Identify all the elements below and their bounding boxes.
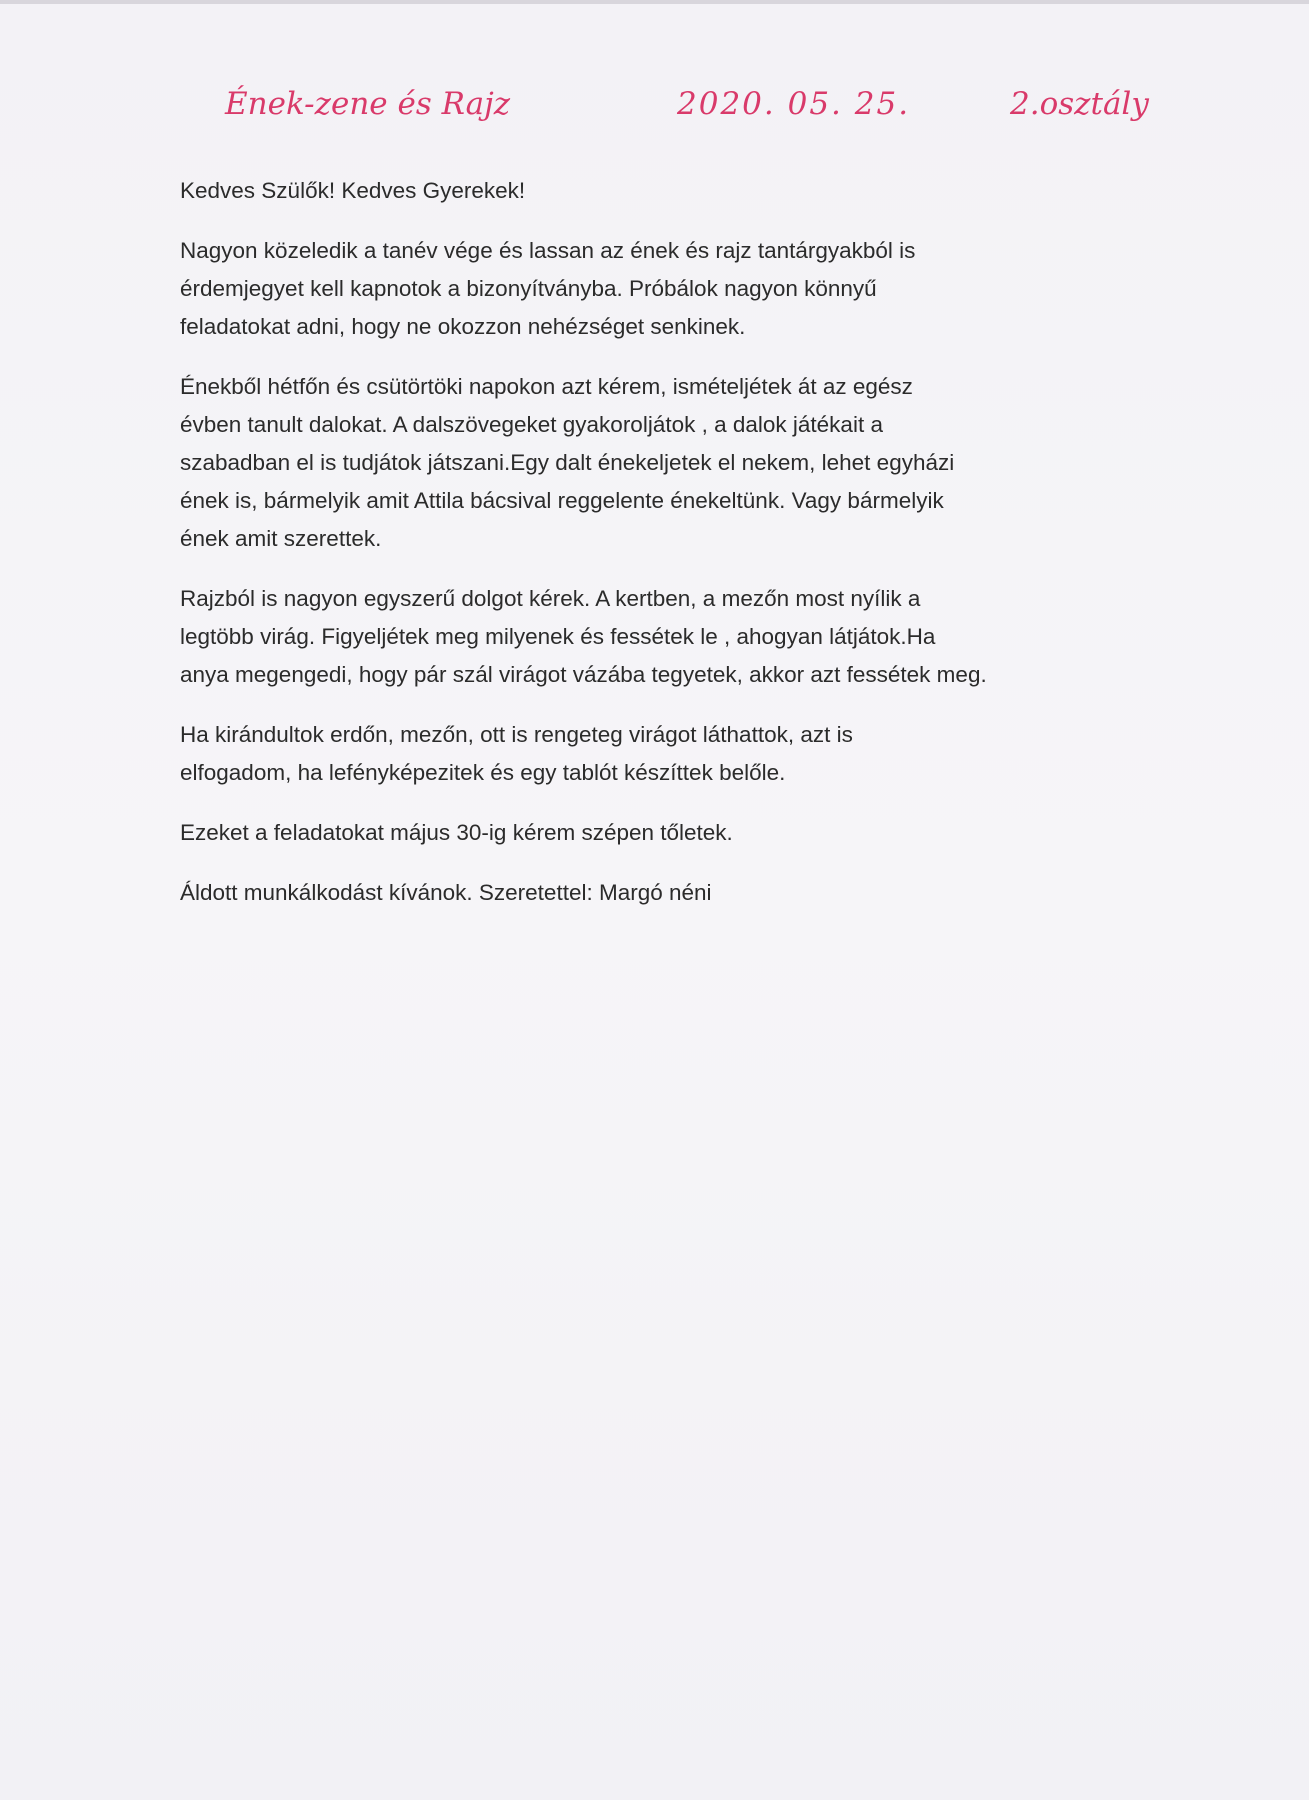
text-line: ének amit szerettek. bbox=[180, 526, 382, 551]
text-line: Áldott munkálkodást kívánok. Szeretettel: Margó néni bbox=[180, 880, 712, 905]
text-line: Nagyon közeledik a tanév vége és lassan az ének és rajz tantárgyakból is bbox=[180, 238, 916, 263]
paragraph-music bbox=[180, 368, 1180, 558]
letter-body bbox=[180, 172, 1180, 934]
text-line: anya megengedi, hogy pár szál virágot vázába tegyetek, akkor azt fessétek meg. bbox=[180, 662, 987, 687]
text-line: Rajzból is nagyon egyszerű dolgot kérek. A kertben, a mezőn most nyílik a bbox=[180, 586, 921, 611]
text-line: ének is, bármelyik amit Attila bácsival reggelente énekeltünk. Vagy bármelyik bbox=[180, 488, 944, 513]
text-line: Ezeket a feladatokat május 30-ig kérem szépen tőletek. bbox=[180, 820, 733, 845]
header-class: 2.osztály bbox=[1010, 86, 1149, 122]
header-subject: Ének-zene és Rajz bbox=[225, 86, 511, 122]
paragraph-drawing bbox=[180, 580, 1180, 694]
handwritten-header bbox=[225, 78, 1205, 148]
paragraph-grades bbox=[180, 232, 1180, 346]
text-line: szabadban el is tudjátok játszani.Egy dalt énekeljetek el nekem, lehet egyházi bbox=[180, 450, 955, 475]
paragraph-excursion bbox=[180, 716, 1180, 792]
text-line: feladatokat adni, hogy ne okozzon nehézséget senkinek. bbox=[180, 314, 746, 339]
text-line: Ha kirándultok erdőn, mezőn, ott is rengeteg virágot láthattok, azt is bbox=[180, 722, 853, 747]
text-line: érdemjegyet kell kapnotok a bizonyítványba. Próbálok nagyon könnyű bbox=[180, 276, 877, 301]
greeting bbox=[180, 172, 1180, 210]
scan-edge bbox=[0, 0, 1309, 4]
paragraph-deadline bbox=[180, 814, 1180, 852]
header-date: 2020. 05. 25. bbox=[677, 86, 911, 122]
paragraph-signoff bbox=[180, 874, 1180, 912]
text-line: legtöbb virág. Figyeljétek meg milyenek és fessétek le , ahogyan látjátok.Ha bbox=[180, 624, 936, 649]
greeting-line: Kedves Szülők! Kedves Gyerekek! bbox=[180, 178, 526, 203]
text-line: évben tanult dalokat. A dalszövegeket gyakoroljátok , a dalok játékait a bbox=[180, 412, 883, 437]
text-line: Énekből hétfőn és csütörtöki napokon azt kérem, ismételjétek át az egész bbox=[180, 374, 913, 399]
text-line: elfogadom, ha lefényképezitek és egy tablót készíttek belőle. bbox=[180, 760, 786, 785]
